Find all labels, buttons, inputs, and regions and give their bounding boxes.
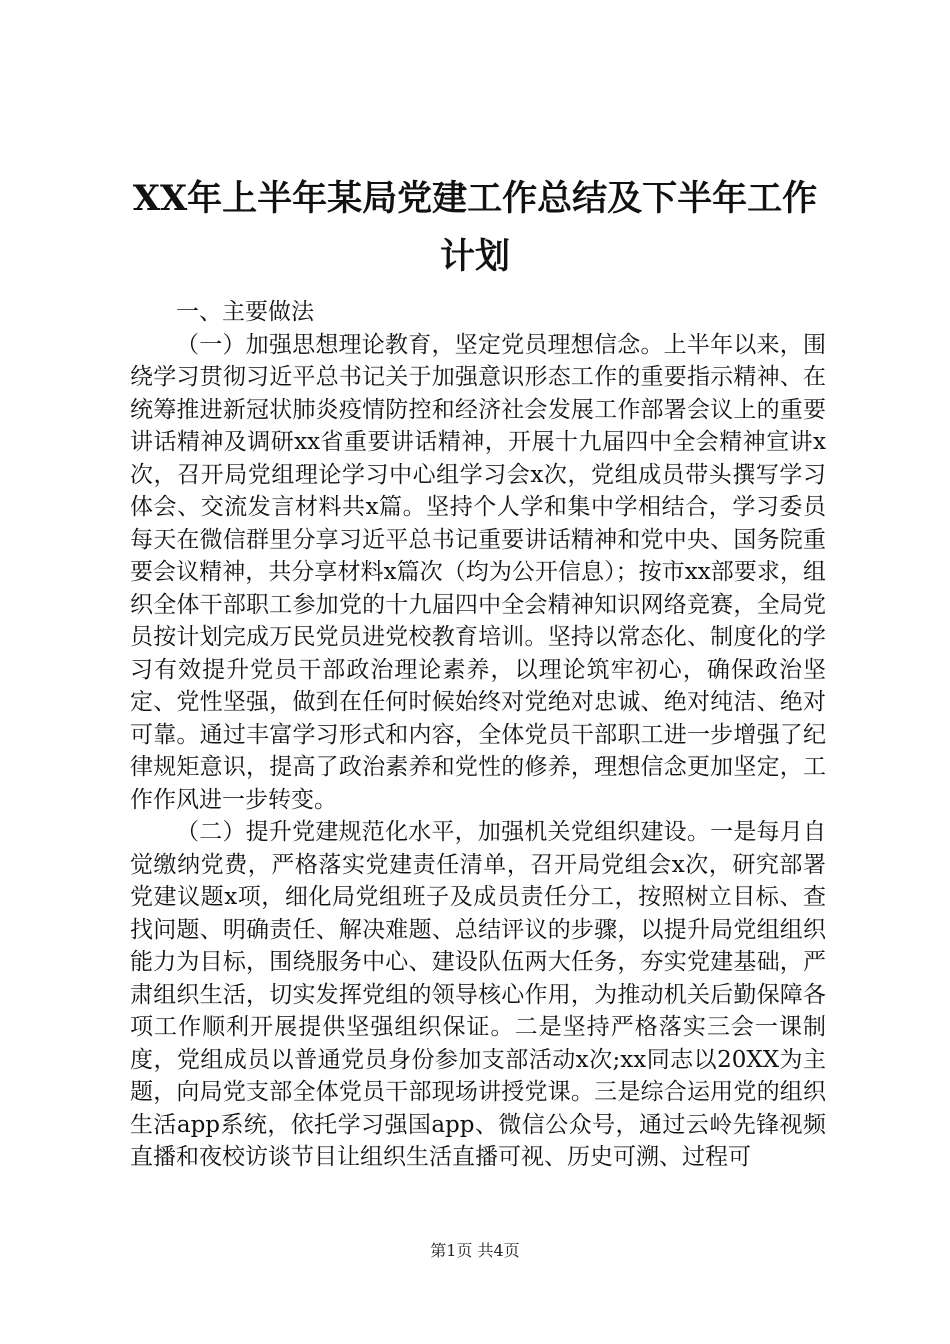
paragraph-1: （一）加强思想理论教育，坚定党员理想信念。上半年以来，围绕学习贯彻习近平总书记关于加强意识形态工作的重要指示精神、在统筹推进新冠状肺炎疫情防控和经济社会发展工作部署会议上的重要讲话精神及调研xx省重要讲话精神，开展十九届四中全会精神宣讲x次，召开局党组理论学习中心组学习会x次，党组成员带头撰写学习体会、交流发言材料共x篇。坚持个人学和集中学相结合，学习委员每天在微信群里分享习近平总书记重要讲话精神和党中央、国务院重要会议精神，共分享材料x篇次（均为公开信息）；按市xx部要求，组织全体干部职工参加党的十九届四中全会精神知识网络竞赛，全局党员按计划完成万民党员进党校教育培训。坚持以常态化、制度化的学习有效提升党员干部政治理论素养，以理论筑牢初心，确保政治坚定、党性坚强，做到在任何时候始终对党绝对忠诚、绝对纯洁、绝对可靠。通过丰富学习形式和内容，全体党员干部职工进一步增强了纪律规矩意识，提高了政治素养和党性的修养，理想信念更加坚定，工作作风进一步转变。 <box>130 331 826 813</box>
document-title <box>100 170 850 286</box>
document-body <box>130 296 826 1174</box>
page-footer: 第1页 共4页 <box>430 1241 520 1260</box>
section-heading: 一、主要做法 <box>176 299 314 325</box>
paragraph-2: （二）提升党建规范化水平，加强机关党组织建设。一是每月自觉缴纳党费，严格落实党建责任清单，召开局党组会x次，研究部署党建议题x项，细化局党组班子及成员责任分工，按照树立目标、查找问题、明确责任、解决难题、总结评议的步骤，以提升局党组组织能力为目标，围绕服务中心、建设队伍两大任务，夯实党建基础，严肃组织生活，切实发挥党组的领导核心作用，为推动机关后勤保障各项工作顺利开展提供坚强组织保证。二是坚持严格落实三会一课制度，党组成员以普通党员身份参加支部活动x次;xx同志以20XX为主题，向局党支部全体党员干部现场讲授党课。三是综合运用党的组织生活app系统，依托学习强国app、微信公众号，通过云岭先锋视频直播和夜校访谈节目让组织生活直播可视、历史可溯、过程可 <box>130 819 826 1170</box>
title-line-2: 计划 <box>439 236 510 277</box>
title-line-1: XX年上半年某局党建工作总结及下半年工作 <box>132 178 818 219</box>
